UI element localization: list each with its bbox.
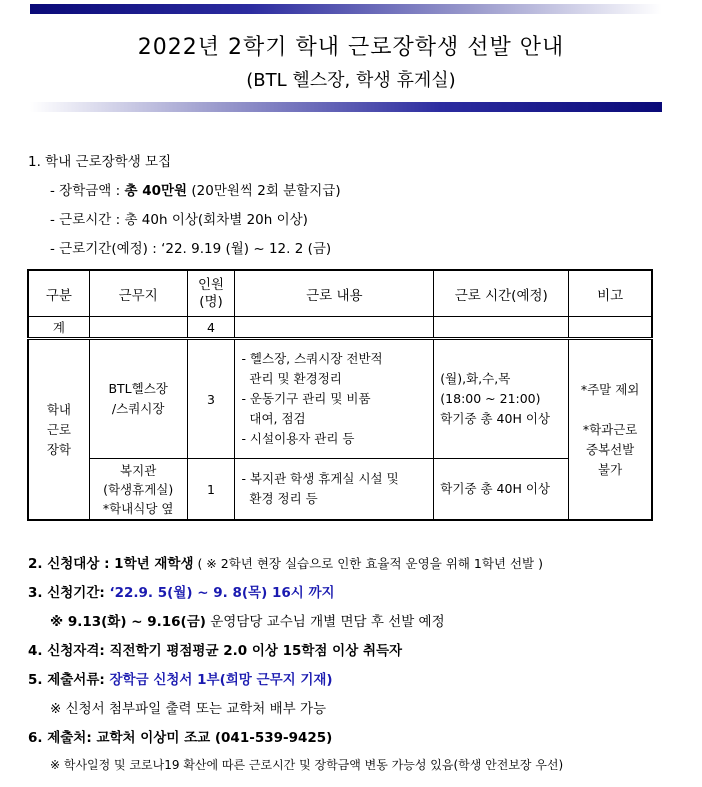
table-header-row — [28, 270, 652, 317]
schedule-table — [27, 269, 653, 521]
section-3-label: 3. 신청기간: — [28, 585, 105, 601]
amount-label: - 장학금액 : — [50, 183, 121, 199]
table-row — [28, 459, 652, 521]
row-place: BTL헬스장 /스쿼시장 — [89, 339, 187, 459]
section-3-note-rest: 운영담당 교수님 개별 면담 후 선발 예정 — [205, 614, 445, 630]
row-count: 1 — [187, 459, 235, 521]
section-6-note: ※ 학사일정 및 코로나19 확산에 따른 근로시간 및 장학금액 변동 가능성 있음(학생 안전보장 우선) — [50, 758, 564, 772]
row-place: 복지관 (학생휴게실) *학내식당 옆 — [89, 459, 187, 521]
row-tasks: - 헬스장, 스쿼시장 전반적 관리 및 환경정리 - 운동기구 관리 및 비품 대여, 점검 - 시설이용자 관리 등 — [235, 339, 434, 459]
col-header-count: 인원 (명) — [187, 270, 235, 317]
section-6: 6. 제출처: 교학처 이상미 조교 (041-539-9425) — [28, 730, 333, 746]
col-header-place: 근무지 — [89, 270, 187, 317]
row-count: 3 — [187, 339, 235, 459]
section-1-heading: 1. 학내 근로장학생 모집 — [28, 154, 172, 170]
sum-label: 계 — [28, 317, 89, 339]
col-header-category: 구분 — [28, 270, 89, 317]
section-3-note — [50, 610, 445, 630]
page-title: 2022년 2학기 학내 근로장학생 선발 안내 — [137, 35, 565, 60]
section-5-note: ※ 신청서 첨부파일 출력 또는 교학처 배부 가능 — [50, 701, 327, 717]
amount-note: (20만원씩 2회 분할지급) — [191, 183, 341, 199]
section-1-hours: - 근로시간 : 총 40h 이상(회차별 20h 이상) — [50, 212, 308, 228]
section-5-label: 5. 제출서류: — [28, 672, 105, 688]
group-label: 학내 근로 장학 — [28, 339, 89, 521]
row-tasks: - 복지관 학생 휴게실 시설 및 환경 정리 등 — [235, 459, 434, 521]
remarks: *주말 제외 *학과근로 중복선발 불가 — [569, 339, 652, 521]
col-header-tasks: 근로 내용 — [235, 270, 434, 317]
section-5-value: 장학금 신청서 1부(희망 근무지 기재) — [104, 672, 333, 688]
section-2-label: 2. 신청대상 : 1학년 재학생 — [28, 556, 194, 572]
section-3-note-dates: ※ 9.13(화) ~ 9.16(금) — [50, 614, 206, 630]
header-bottom-bar — [30, 102, 662, 112]
section-4: 4. 신청자격: 직전학기 평점평균 2.0 이상 15학점 이상 취득자 — [28, 643, 403, 659]
section-1-period: - 근로기간(예정) : ‘22. 9.19 (월) ~ 12. 2 (금) — [50, 241, 332, 257]
section-5 — [28, 668, 333, 688]
section-3 — [28, 581, 335, 601]
table-row — [28, 339, 652, 459]
sum-count: 4 — [187, 317, 235, 339]
col-header-remarks: 비고 — [569, 270, 652, 317]
section-3-value: ‘22.9. 5(월) ~ 9. 8(목) 16시 까지 — [104, 585, 335, 601]
amount-value: 총 40만원 — [124, 183, 188, 199]
section-2-note: ( ※ 2학년 현장 실습으로 인한 효율적 운영을 위해 1학년 선발 ) — [193, 556, 543, 571]
header-top-bar — [30, 4, 662, 14]
row-time: (월),화,수,목 (18:00 ~ 21:00) 학기중 총 40H 이상 — [434, 339, 569, 459]
page-subtitle: (BTL 헬스장, 학생 휴게실) — [246, 70, 456, 91]
col-header-time: 근로 시간(예정) — [434, 270, 569, 317]
section-1-amount — [50, 179, 341, 199]
row-time: 학기중 총 40H 이상 — [434, 459, 569, 521]
section-2 — [28, 552, 543, 572]
table-sum-row — [28, 317, 652, 339]
